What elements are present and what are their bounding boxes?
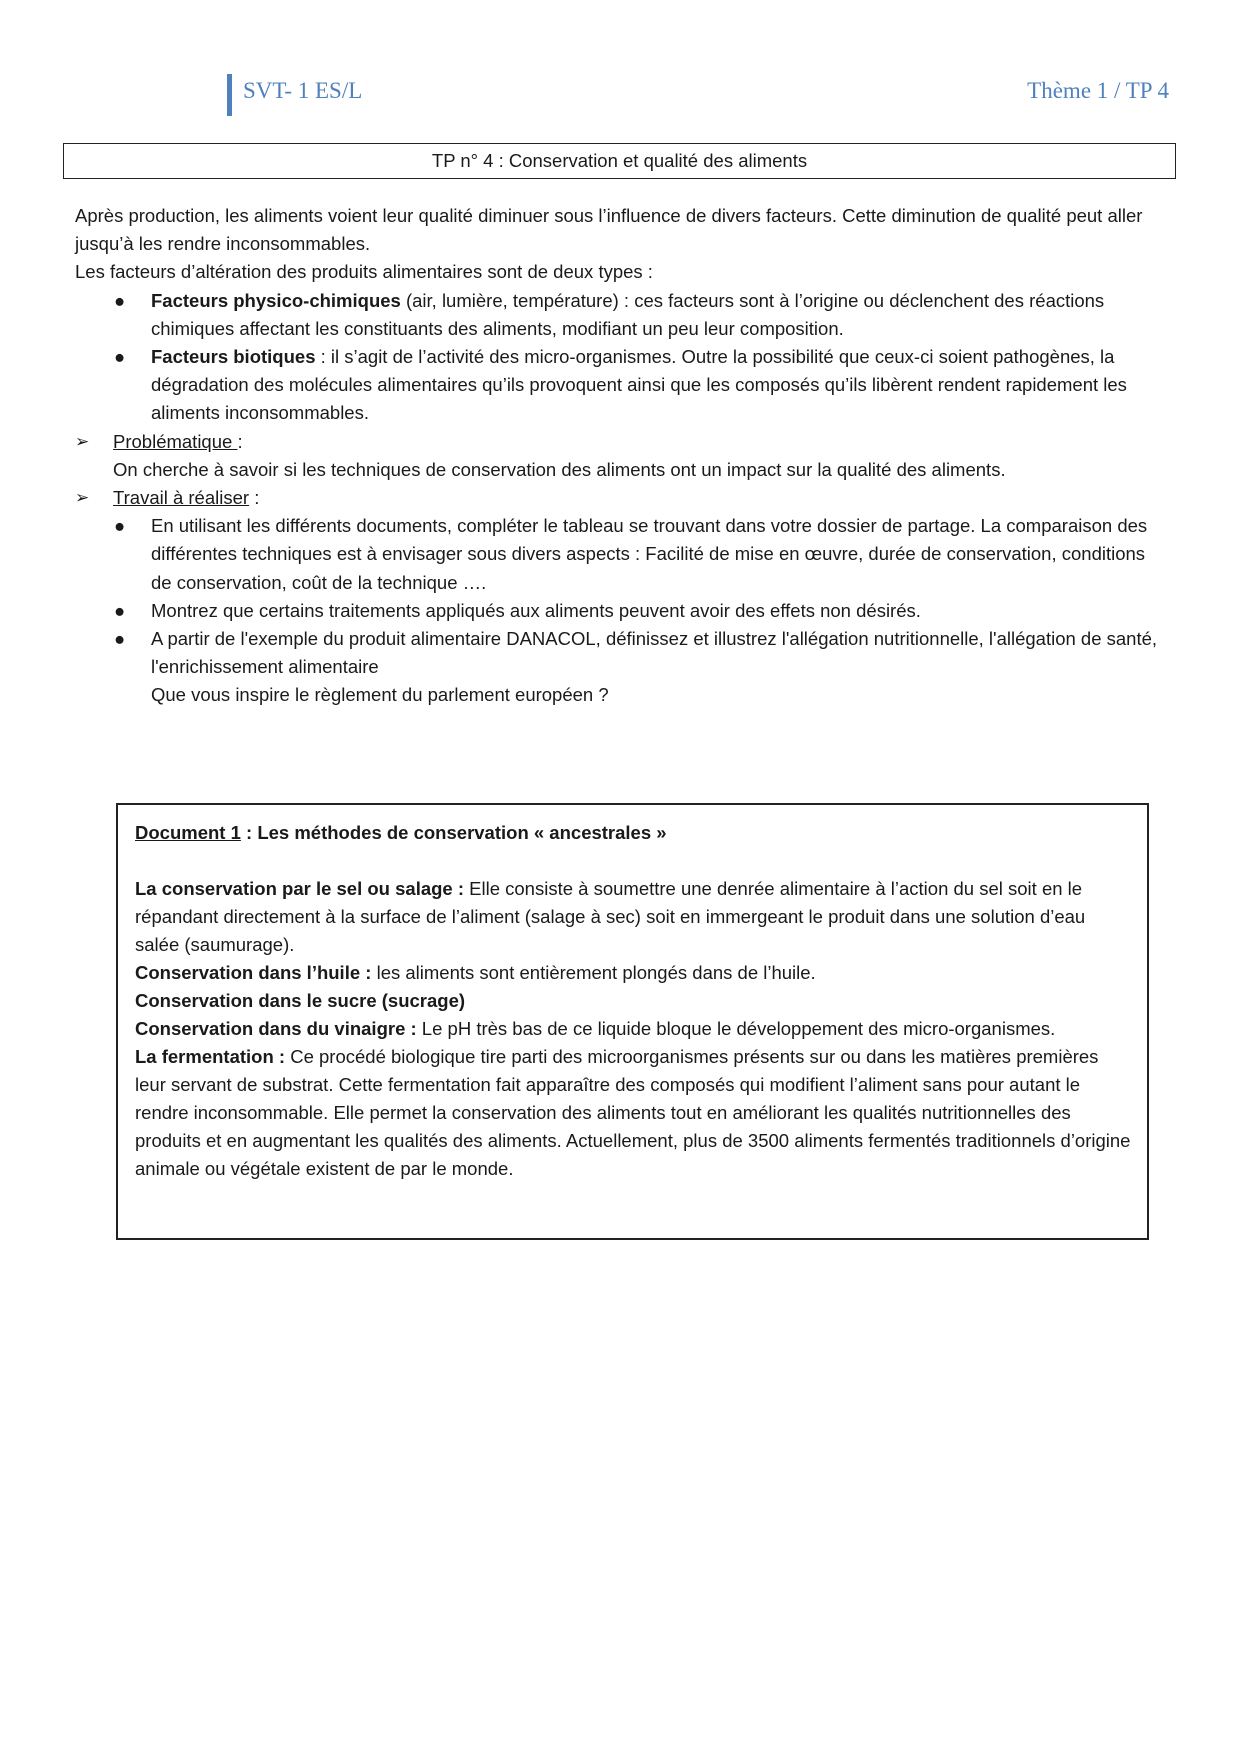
factor-title: Facteurs biotiques xyxy=(151,346,316,368)
header-course: SVT- 1 ES/L xyxy=(243,78,363,103)
document-1-entry xyxy=(135,1043,1131,1183)
bullet-icon: ● xyxy=(114,346,126,368)
spacer xyxy=(135,847,1131,875)
travail-followup: Que vous inspire le règlement du parlement européen ? xyxy=(151,684,609,706)
document-1-entry xyxy=(135,875,1131,959)
header-theme: Thème 1 / TP 4 xyxy=(1027,78,1169,103)
page-title: TP n° 4 : Conservation et qualité des aliments xyxy=(63,143,1176,179)
list-item xyxy=(75,512,1165,597)
document-1-label: Document 1 xyxy=(135,822,241,843)
factor-text: : il s’agit de l’activité des micro-organismes. Outre la possibilité que ceux-ci soient pathogènes, la dégradation des molécules alimentaires qu’ils provoquent ainsi que les composés qu’ils libèrent rendent rapidement les aliments inconsommables. xyxy=(151,346,1127,424)
bullet-icon: ● xyxy=(114,289,126,311)
entry-title: Conservation dans le sucre (sucrage) xyxy=(135,990,466,1011)
entry-title: Conservation dans l’huile : xyxy=(135,962,372,983)
problematique-label: Problématique xyxy=(113,430,238,452)
page-header xyxy=(0,72,1240,116)
travail-heading xyxy=(75,484,1165,512)
intro-types: Les facteurs d’altération des produits alimentaires sont de deux types : xyxy=(75,261,653,283)
entry-title: La conservation par le sel ou salage : xyxy=(135,878,465,899)
header-accent-bar xyxy=(227,74,232,116)
document-1-box xyxy=(116,803,1149,1240)
intro-paragraph: Après production, les aliments voient leur qualité diminuer sous l’influence de divers facteurs. Cette diminution de qualité peut aller jusqu’à les rendre inconsommables. xyxy=(75,205,1143,255)
entry-title: La fermentation : xyxy=(135,1046,286,1067)
bullet-icon: ● xyxy=(114,515,126,537)
entry-text: Elle consiste à soumettre une denrée alimentaire à l’action du sel soit en le répandant directement à la surface de l’aliment (salage à sec) soit en immergeant le produit dans une solution d’eau salée (saumurage). xyxy=(135,878,1086,955)
factor-text: (air, lumière, température) : ces facteurs sont à l’origine ou déclenchent des réactions chimiques affectant les constituants des aliments, modifiant un peu leur composition. xyxy=(151,289,1105,339)
problematique-colon: : xyxy=(237,430,243,452)
factors-list xyxy=(75,287,1165,428)
document-1-entry xyxy=(135,1015,1131,1043)
travail-colon: : xyxy=(249,487,260,509)
travail-item-text: En utilisant les différents documents, compléter le tableau se trouvant dans votre dossier de partage. La comparaison des différentes techniques est à envisager sous divers aspects : Facilité de mise en œuvre, durée de conservation, conditions de conservation, coût de la technique …. xyxy=(151,515,1148,593)
document-1-title: : Les méthodes de conservation « ancestrales » xyxy=(240,822,667,843)
travail-list xyxy=(75,512,1165,681)
bullet-icon: ● xyxy=(114,628,126,650)
entry-title: Conservation dans du vinaigre : xyxy=(135,1018,417,1039)
list-item xyxy=(75,625,1165,681)
problematique-heading xyxy=(75,428,1165,456)
main-content xyxy=(75,202,1165,710)
travail-item-text: Montrez que certains traitements appliqués aux aliments peuvent avoir des effets non désirés. xyxy=(151,599,921,621)
list-item xyxy=(75,597,1165,625)
entry-text: Ce procédé biologique tire parti des microorganismes présents sur ou dans les matières premières leur servant de substrat. Cette fermentation fait apparaître des composés qui modifient l’aliment sans pour autant le rendre inconsommable. Elle permet la conservation des aliments tout en améliorant les qualités nutritionnelles des produits et en augmentant les qualités des aliments. Actuellement, plus de 3500 aliments fermentés traditionnels d’origine animale ou végétale existent de par le monde. xyxy=(135,1046,1131,1179)
document-1-entry xyxy=(135,987,1131,1015)
arrow-bullet-icon: ➢ xyxy=(75,488,90,508)
document-1-heading xyxy=(135,819,1131,847)
arrow-bullet-icon: ➢ xyxy=(75,431,90,451)
entry-text: Le pH très bas de ce liquide bloque le développement des micro-organismes. xyxy=(416,1018,1056,1039)
list-item xyxy=(75,343,1165,428)
list-item xyxy=(75,287,1165,343)
factor-title: Facteurs physico-chimiques xyxy=(151,289,401,311)
travail-label: Travail à réaliser xyxy=(113,487,250,509)
document-1-entry xyxy=(135,959,1131,987)
bullet-icon: ● xyxy=(114,599,126,621)
travail-item-text: A partir de l'exemple du produit alimentaire DANACOL, définissez et illustrez l'allégation nutritionnelle, l'allégation de santé, l'enrichissement alimentaire xyxy=(151,628,1158,678)
entry-text: les aliments sont entièrement plongés dans de l’huile. xyxy=(371,962,816,983)
problematique-text: On cherche à savoir si les techniques de conservation des aliments ont un impact sur la qualité des aliments. xyxy=(113,458,1006,480)
